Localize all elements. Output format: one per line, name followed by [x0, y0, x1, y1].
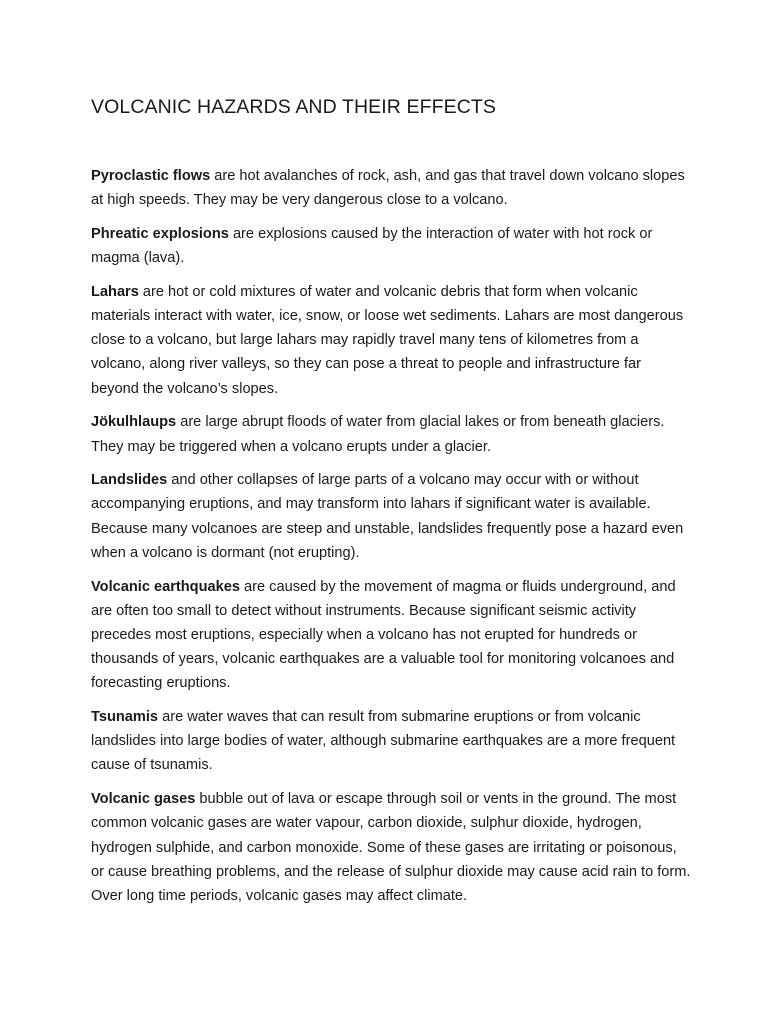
paragraph-volcanic-earthquakes — [91, 575, 691, 696]
term-tsunamis: Tsunamis — [91, 709, 159, 726]
document-page — [91, 94, 691, 918]
term-phreatic-explosions: Phreatic explosions — [91, 225, 229, 242]
paragraph-jokulhlaups — [91, 410, 691, 458]
paragraph-text: are explosions caused by the interaction of water with hot rock or magma (lava). — [91, 225, 653, 267]
paragraph-text: are hot avalanches of rock, ash, and gas that travel down volcano slopes at high speeds. They may be very dangerous close to a volcano. — [91, 168, 685, 209]
paragraph-volcanic-gases — [91, 787, 691, 908]
paragraph-landslides — [91, 468, 691, 565]
paragraph-tsunamis — [91, 705, 691, 778]
paragraph-text: and other collapses of large parts of a volcano may occur with or without accompanying eruptions, and may transform into lahars if significant water is available. Because many volcanoes are steep and unstable, landslides frequently pose a hazard even when a volcano is dormant (not erupting). — [91, 472, 684, 561]
paragraph-text: are large abrupt floods of water from glacial lakes or from beneath glaciers. They may be triggered when a volcano erupts under a glacier. — [91, 414, 665, 455]
term-jokulhlaups: Jökulhlaups — [91, 414, 177, 431]
document-title: VOLCANIC HAZARDS AND THEIR EFFECTS — [91, 96, 497, 118]
paragraph-text: are caused by the movement of magma or fluids underground, and are often too small to detect without instruments. Because significant seismic activity precedes most eruptions, especially when a volcano has not erupted for hundreds or thousands of years, volcanic earthquakes are a valuable tool for monitoring volcanoes and forecasting eruptions. — [91, 578, 676, 692]
paragraph-text: are water waves that can result from submarine eruptions or from volcanic landslides into large bodies of water, although submarine earthquakes are a more frequent cause of tsunamis. — [91, 709, 676, 774]
paragraph-text: are hot or cold mixtures of water and volcanic debris that form when volcanic materials interact with water, ice, snow, or loose wet sediments. Lahars are most dangerous close to a volcano, but large lahars may rapidly travel many tens of kilometres from a volcano, along river valleys, so they can pose a threat to people and infrastructure far beyond the volcano’s slopes. — [91, 283, 684, 397]
term-landslides: Landslides — [91, 472, 168, 489]
term-lahars: Lahars — [91, 283, 139, 300]
term-pyroclastic-flows: Pyroclastic flows — [91, 168, 211, 184]
paragraph-lahars — [91, 280, 691, 401]
paragraph-text: bubble out of lava or escape through soil or vents in the ground. The most common volcanic gases are water vapour, carbon dioxide, sulphur dioxide, hydrogen, hydrogen sulphide, and carbon monoxide. Some of these gases are irritating or poisonous, or cause breathing problems, and the release of sulphur dioxide may cause acid rain to form. Over long time periods, volcanic gases may affect climate. — [91, 791, 691, 904]
paragraph-pyroclastic-flows — [91, 164, 691, 212]
paragraph-phreatic-explosions — [91, 222, 691, 270]
term-volcanic-gases: Volcanic gases — [91, 791, 196, 808]
term-volcanic-earthquakes: Volcanic earthquakes — [91, 578, 240, 595]
